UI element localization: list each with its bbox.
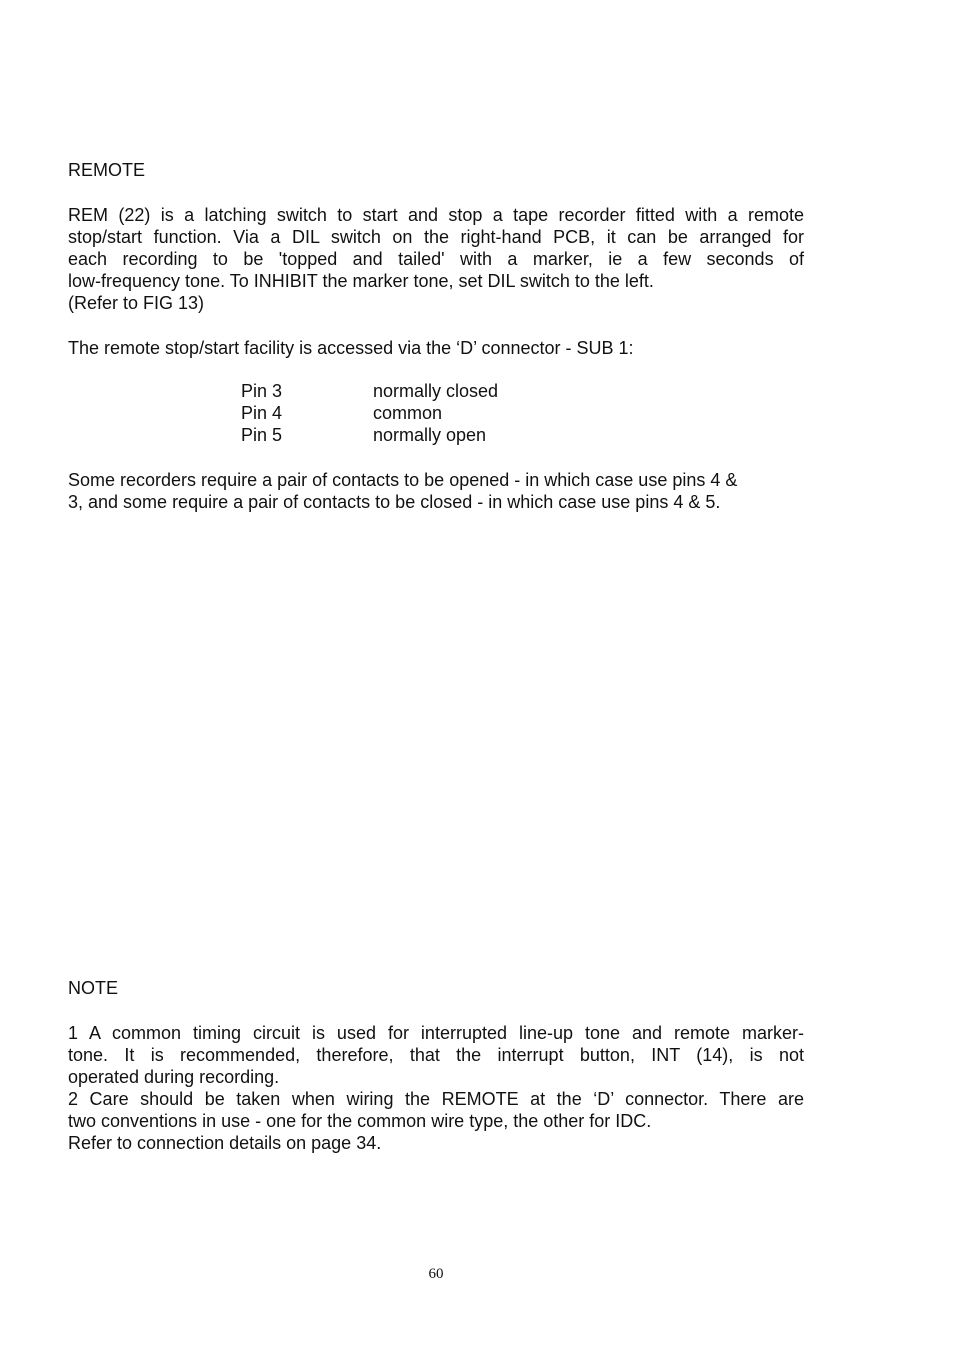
- paragraph-line: two conventions in use - one for the common wire type, the other for IDC.: [68, 1111, 652, 1131]
- paragraph-line: each recording to be 'topped and tailed' with a marker, ie a few seconds of: [68, 249, 804, 269]
- pin-row: [241, 380, 498, 402]
- note-item-1: [68, 1022, 804, 1088]
- paragraph-line: stop/start function. Via a DIL switch on the right-hand PCB, it can be arranged for: [68, 227, 804, 247]
- pin-function: common: [373, 403, 443, 423]
- access-text: The remote stop/start facility is accessed via the ‘D’ connector - SUB 1:: [68, 338, 634, 358]
- pin-label: Pin 3: [241, 381, 283, 401]
- pin-function: normally closed: [373, 381, 499, 401]
- pin-row: [241, 424, 498, 446]
- note-item-2: [68, 1088, 804, 1154]
- paragraph-line: operated during recording.: [68, 1067, 280, 1087]
- paragraph-line: 1 A common timing circuit is used for interrupted line-up tone and remote marker-: [68, 1023, 804, 1043]
- remote-description-paragraph: [68, 204, 804, 314]
- paragraph-line: low-frequency tone. To INHIBIT the marker tone, set DIL switch to the left.: [68, 271, 654, 291]
- pin-label: Pin 4: [241, 403, 283, 423]
- note-heading: NOTE: [68, 978, 119, 998]
- paragraph-line: Some recorders require a pair of contacts to be opened - in which case use pins 4 &: [68, 470, 738, 490]
- pin-row: [241, 402, 498, 424]
- fig-reference: (Refer to FIG 13): [68, 293, 205, 313]
- paragraph-line: tone. It is recommended, therefore, that the interrupt button, INT (14), is not: [68, 1045, 804, 1065]
- contacts-paragraph: [68, 469, 804, 513]
- paragraph-line: 2 Care should be taken when wiring the REMOTE at the ‘D’ connector. There are: [68, 1089, 804, 1109]
- pin-function: normally open: [373, 425, 487, 445]
- page-number: 60: [428, 1266, 444, 1282]
- paragraph-line: REM (22) is a latching switch to start and stop a tape recorder fitted with a remote: [68, 205, 804, 225]
- pin-table: [241, 380, 498, 446]
- paragraph-line: 3, and some require a pair of contacts to be closed - in which case use pins 4 & 5.: [68, 492, 721, 512]
- pin-label: Pin 5: [241, 425, 283, 445]
- remote-heading: REMOTE: [68, 160, 146, 180]
- page-reference: Refer to connection details on page 34.: [68, 1133, 382, 1153]
